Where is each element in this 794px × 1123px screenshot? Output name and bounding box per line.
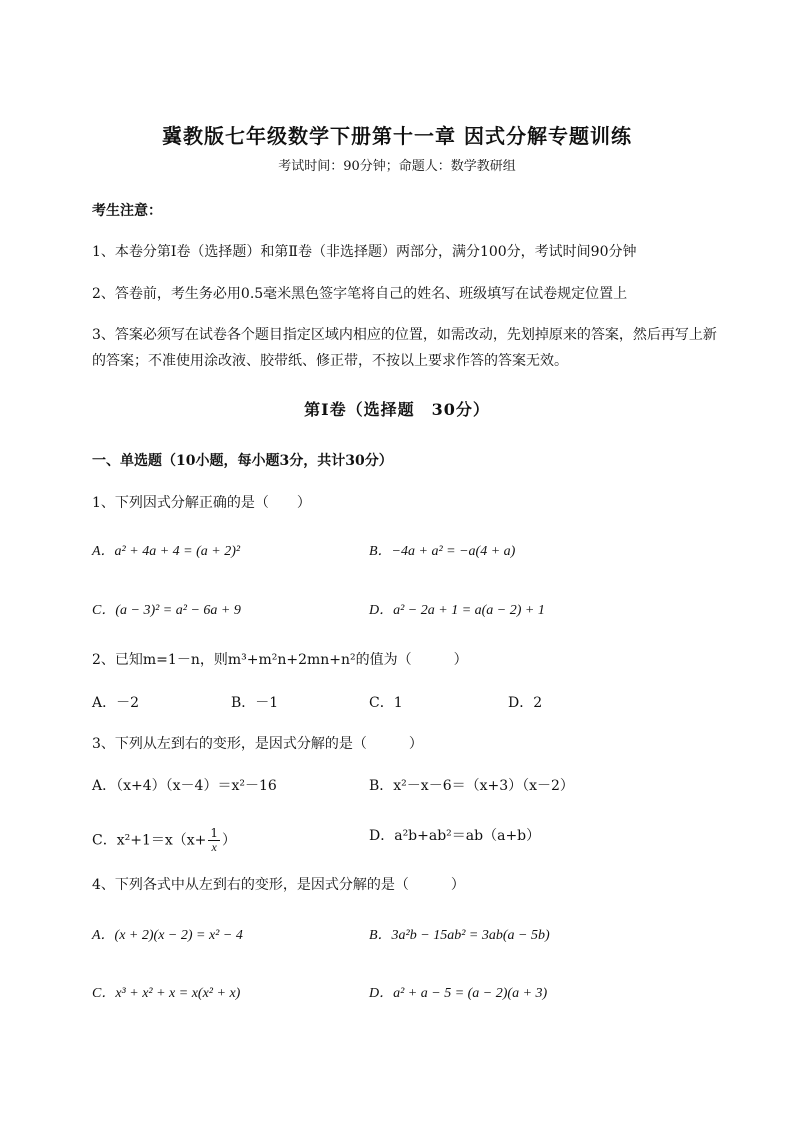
question-3-option-b[interactable]: B．x²－x－6＝（x+3）（x－2）: [369, 778, 574, 794]
question-4-stem: 4、下列各式中从左到右的变形，是因式分解的是（ ）: [92, 877, 465, 893]
question-2-stem: 2、已知m=1－n，则m³+m²n+2mn+n²的值为（ ）: [92, 652, 468, 668]
question-4-option-c[interactable]: C．x³ + x² + x = x(x² + x): [92, 986, 241, 1001]
question-4-option-a[interactable]: A．(x + 2)(x − 2) = x² − 4: [92, 928, 243, 943]
question-1-stem: 1、下列因式分解正确的是（ ）: [92, 495, 311, 511]
question-4-option-d[interactable]: D．a² + a − 5 = (a − 2)(a + 3): [369, 986, 548, 1001]
question-2-option-c[interactable]: C．1: [369, 695, 403, 711]
exam-subtitle: 考试时间：90分钟；命题人：数学教研组: [278, 159, 516, 174]
fraction-one-over-x: [208, 827, 220, 854]
fraction-denominator: x: [211, 840, 217, 854]
question-1-option-b[interactable]: B．−4a + a² = −a(4 + a): [369, 544, 516, 559]
question-3-stem: 3、下列从左到右的变形，是因式分解的是（ ）: [92, 736, 423, 752]
question-2-option-a[interactable]: A．－2: [92, 695, 140, 711]
question-3-option-a[interactable]: A．（x+4）（x－4）＝x²－16: [92, 778, 277, 794]
exam-title: 冀教版七年级数学下册第十一章 因式分解专题训练: [162, 124, 632, 148]
note-item-3: 3、答案必须写在试卷各个题目指定区域内相应的位置，如需改动，先划掉原来的答案，然后再写上新: [92, 327, 717, 343]
fraction-numerator: 1: [210, 826, 219, 840]
question-2-option-d[interactable]: D．2: [508, 695, 543, 711]
note-item-3-cont: 的答案；不准使用涂改液、胶带纸、修正带，不按以上要求作答的答案无效。: [92, 353, 568, 369]
part-heading: 一、单选题（10小题，每小题3分，共计30分）: [92, 453, 393, 469]
section-title: 第I卷（选择题 30分）: [304, 400, 490, 419]
question-3-option-c-tail: ）: [222, 832, 237, 849]
question-1-option-a[interactable]: A．a² + 4a + 4 = (a + 2)²: [92, 544, 241, 559]
notes-heading: 考生注意：: [92, 203, 162, 219]
note-item-1: 1、本卷分第I卷（选择题）和第Ⅱ卷（非选择题）两部分，满分100分，考试时间90分钟: [92, 244, 637, 260]
question-3-option-c-text: C．x²+1＝x（x+: [92, 832, 207, 849]
question-1-option-c[interactable]: C．(a − 3)² = a² − 6a + 9: [92, 603, 241, 618]
question-1-option-d[interactable]: D．a² − 2a + 1 = a(a − 2) + 1: [369, 603, 545, 618]
note-item-2: 2、答卷前，考生务必用0.5毫米黑色签字笔将自己的姓名、班级填写在试卷规定位置上: [92, 286, 628, 302]
question-3-option-d[interactable]: D．a²b+ab²＝ab（a+b）: [369, 828, 541, 844]
question-3-option-c[interactable]: [92, 827, 236, 854]
question-2-option-b[interactable]: B．－1: [231, 695, 279, 711]
question-4-option-b[interactable]: B．3a²b − 15ab² = 3ab(a − 5b): [369, 928, 550, 943]
